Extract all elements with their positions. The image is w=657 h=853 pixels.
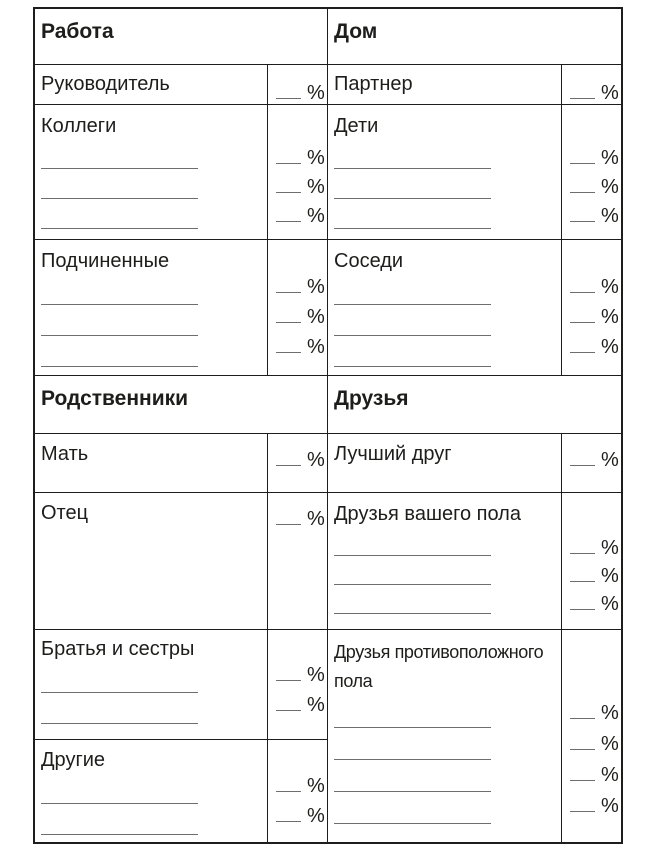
subordinates-percent-cell — [268, 240, 328, 376]
percent-sign: % — [601, 733, 619, 755]
percent-blank — [276, 821, 301, 822]
percent-field — [562, 135, 621, 169]
blank-line — [334, 139, 491, 169]
form-table — [33, 7, 623, 844]
percent-sign: % — [601, 147, 619, 169]
blank-line — [41, 662, 198, 693]
neighbors-percent-cell — [562, 240, 621, 376]
same-sex-friends-label: Друзья вашего пола — [334, 503, 521, 525]
percent-blank — [570, 98, 595, 99]
siblings-percent-cell — [268, 630, 328, 740]
best-friend-percent-cell — [562, 434, 621, 493]
blank-line — [41, 336, 198, 367]
siblings-row — [35, 630, 268, 740]
percent-blank — [570, 352, 595, 353]
blank-line — [334, 527, 491, 556]
subordinates-label: Подчиненные — [41, 250, 170, 272]
percent-sign: % — [307, 176, 325, 198]
percent-sign: % — [601, 565, 619, 587]
best-friend-label: Лучший друг — [334, 443, 452, 465]
percent-sign: % — [601, 276, 619, 298]
colleagues-label: Коллеги — [41, 115, 117, 137]
percent-field — [268, 762, 327, 797]
percent-sign: % — [601, 764, 619, 786]
percent-field — [268, 434, 327, 471]
partner-percent-cell — [562, 65, 621, 105]
partner-row — [328, 65, 562, 105]
percent-sign: % — [307, 694, 325, 716]
percent-sign: % — [307, 664, 325, 686]
mother-label: Мать — [41, 443, 89, 465]
percent-blank — [276, 524, 301, 525]
neighbors-label: Соседи — [334, 250, 404, 272]
percent-sign: % — [601, 336, 619, 358]
others-label: Другие — [41, 749, 106, 771]
percent-field — [562, 434, 621, 471]
mother-percent-cell — [268, 434, 328, 493]
percent-sign: % — [307, 306, 325, 328]
percent-sign: % — [601, 449, 619, 471]
percent-field — [268, 493, 327, 530]
percent-sign: % — [307, 82, 325, 104]
percent-blank — [276, 465, 301, 466]
percent-blank — [570, 221, 595, 222]
percent-field — [562, 526, 621, 559]
blank-line — [334, 199, 491, 229]
blank-line — [41, 139, 198, 169]
percent-blank — [570, 465, 595, 466]
percent-sign: % — [307, 205, 325, 227]
colleagues-row — [35, 105, 268, 240]
opposite-sex-friends-label: Друзья противоположного пола — [334, 642, 544, 691]
percent-sign: % — [307, 276, 325, 298]
blank-line — [334, 792, 491, 824]
percent-field — [562, 263, 621, 298]
supervisor-label: Руководитель — [41, 73, 170, 95]
percent-sign: % — [601, 702, 619, 724]
blank-line — [334, 760, 491, 792]
blank-line — [334, 169, 491, 199]
mother-row — [35, 434, 268, 493]
relatives-section-header: Родственники — [35, 376, 328, 434]
blank-line — [334, 336, 491, 367]
percent-sign: % — [601, 176, 619, 198]
blank-line — [41, 274, 198, 305]
percent-sign: % — [307, 449, 325, 471]
same-sex-friends-percent-cell — [562, 493, 621, 630]
percent-sign: % — [601, 306, 619, 328]
percent-sign: % — [307, 805, 325, 827]
percent-field — [268, 651, 327, 686]
same-sex-friends-row — [328, 493, 562, 630]
father-percent-cell — [268, 493, 328, 630]
blank-line — [334, 585, 491, 614]
blank-line — [41, 773, 198, 804]
percent-field — [268, 65, 327, 104]
percent-blank — [570, 609, 595, 610]
neighbors-row — [328, 240, 562, 376]
others-row — [35, 740, 268, 842]
opposite-sex-friends-row — [328, 630, 562, 842]
home-section-header: Дом — [328, 9, 621, 65]
siblings-label: Братья и сестры — [41, 638, 195, 660]
blank-line — [334, 696, 491, 728]
father-row — [35, 493, 268, 630]
blank-line — [41, 199, 198, 229]
partner-label: Партнер — [334, 73, 413, 95]
percent-field — [268, 263, 327, 298]
blank-line — [334, 556, 491, 585]
best-friend-row — [328, 434, 562, 493]
percent-sign: % — [307, 147, 325, 169]
percent-sign: % — [307, 508, 325, 530]
percent-sign: % — [601, 205, 619, 227]
children-row — [328, 105, 562, 240]
blank-line — [41, 804, 198, 835]
blank-line — [41, 169, 198, 199]
percent-blank — [276, 221, 301, 222]
subordinates-row — [35, 240, 268, 376]
friends-section-header: Друзья — [328, 376, 621, 434]
father-label: Отец — [41, 502, 89, 524]
blank-line — [41, 305, 198, 336]
percent-field — [268, 135, 327, 169]
percent-field — [562, 65, 621, 104]
percent-sign: % — [307, 336, 325, 358]
percent-blank — [276, 98, 301, 99]
percent-blank — [276, 352, 301, 353]
colleagues-percent-cell — [268, 105, 328, 240]
work-section-header: Работа — [35, 9, 328, 65]
supervisor-percent-cell — [268, 65, 328, 105]
percent-sign: % — [601, 537, 619, 559]
percent-sign: % — [601, 593, 619, 615]
percent-sign: % — [307, 775, 325, 797]
percent-blank — [276, 710, 301, 711]
blank-line — [41, 693, 198, 724]
others-percent-cell — [268, 740, 328, 842]
percent-sign: % — [601, 82, 619, 104]
opposite-sex-friends-percent-cell — [562, 630, 621, 842]
children-label: Дети — [334, 115, 379, 137]
blank-line — [334, 274, 491, 305]
supervisor-row — [35, 65, 268, 105]
percent-field — [562, 688, 621, 724]
children-percent-cell — [562, 105, 621, 240]
blank-line — [334, 305, 491, 336]
percent-blank — [570, 811, 595, 812]
percent-sign: % — [601, 795, 619, 817]
blank-line — [334, 728, 491, 760]
